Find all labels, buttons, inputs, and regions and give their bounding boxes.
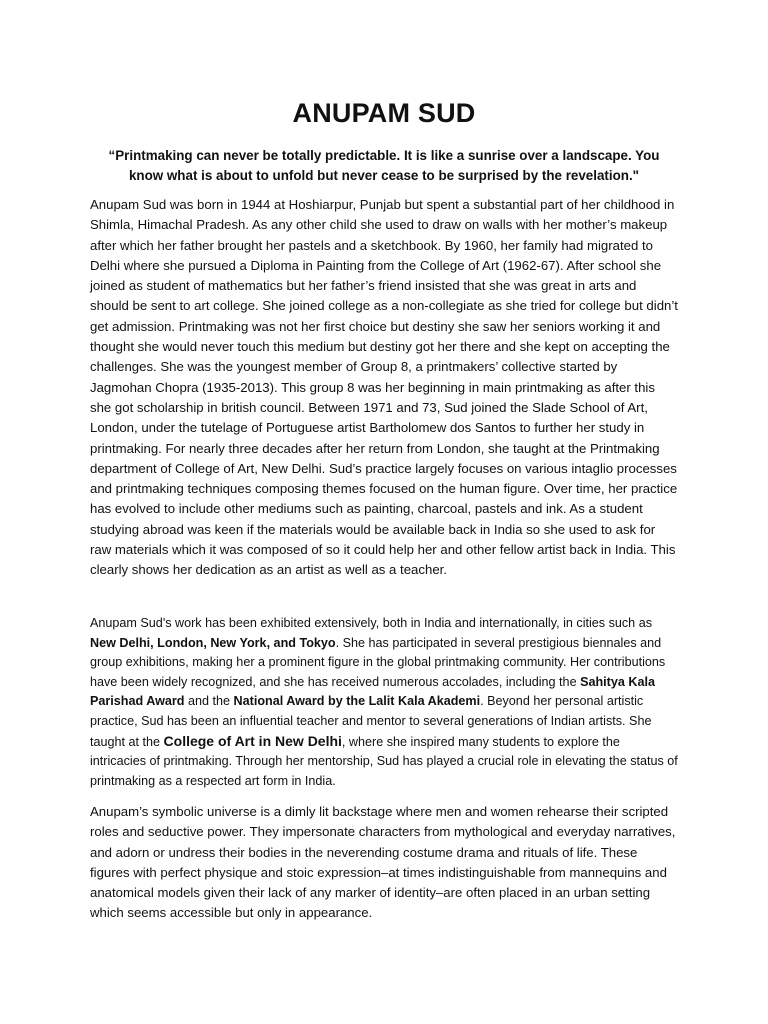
award-lalit-kala-akademi: National Award by the Lalit Kala Akademi	[233, 694, 481, 709]
award-sahitya-kala-parishad: Sahitya Kala Parishad Award	[90, 674, 655, 709]
opening-quote: “Printmaking can never be totally predictable. It is like a sunrise over a landscape. You know what is about to unfold but never cease to be surprised by the revelation."	[108, 148, 660, 183]
exhibitions-text-1: Anupam Sud's work has been exhibited extensively, both in India and internationally, in cities such as	[90, 616, 652, 630]
exhibitions-text-2: . She has participated in several prestigious biennales and group exhibitions, making her a prominent figure in the global printmaking community. Her contributions have been widely recognized, and she has received numerous accolades, including the	[90, 635, 666, 689]
college-of-art-name: College of Art in New Delhi	[163, 732, 342, 749]
symbolism-paragraph: Anupam’s symbolic universe is a dimly lit backstage where men and women rehearse their scripted roles and seductive power. They impersonate characters from mythological and everyday narratives, and adorn or undress their bodies in the neverending costume drama and rituals of life. These figures with perfect physique and stoic expression–at times indistinguishable from mannequins and anatomical models given their lack of any marker of identity–are often placed in an urban setting which seems accessible but only in appearance.	[90, 804, 676, 921]
exhibitions-text-3: and the	[184, 694, 234, 709]
exhibition-cities: New Delhi, London, New York, and Tokyo	[90, 635, 336, 650]
page-title: ANUPAM SUD	[292, 98, 476, 128]
exhibitions-text-5: , where she inspired many students to explore the intricacies of printmaking. Through her mentorship, Sud has played a crucial role in elevating the status of printmaking as a respected art form in India.	[90, 734, 678, 788]
exhibitions-text-4: . Beyond her personal artistic practice, Sud has been an influential teacher and mentor to several generations of Indian artists. She taught at the	[90, 694, 652, 749]
biography-paragraph: Anupam Sud was born in 1944 at Hoshiarpur, Punjab but spent a substantial part of her childhood in Shimla, Himachal Pradesh. As any other child she used to draw on walls with her mother’s makeup after which her father brought her pastels and a sketchbook. By 1960, her family had migrated to Delhi where she pursued a Diploma in Painting from the College of Art (1962-67). After school she joined as student of mathematics but her father’s friend insisted that she was great in arts and should be sent to art college. She joined college as a non-collegiate as she tried for college but didn’t get admission. Printmaking was not her first choice but destiny she saw her seniors working it and thought she would never touch this medium but destiny got her there and she kept on accepting the challenges. She was the youngest member of Group 8, a printmakers’ collective started by Jagmohan Chopra (1935-2013). This group 8 was her beginning in main printmaking as after this she got scholarship in british council. Between 1971 and 73, Sud joined the Slade School of Art, London, under the tutelage of Portuguese artist Bartholomew dos Santos to further her study in printmaking. For nearly three decades after her return from London, she taught at the Printmaking department of College of Art, New Delhi. Sud’s practice largely focuses on various intaglio processes and printmaking techniques composing themes focused on the human figure. Over time, her practice has evolved to include other mediums such as painting, charcoal, pastels and ink. As a student studying abroad was keen if the materials would be available back in India so she used to ask for raw materials which it was composed of so it could help her and other fellow artist back in India. This clearly shows her dedication as an artist as well as a teacher.	[90, 197, 678, 578]
exhibitions-paragraph	[90, 614, 678, 791]
